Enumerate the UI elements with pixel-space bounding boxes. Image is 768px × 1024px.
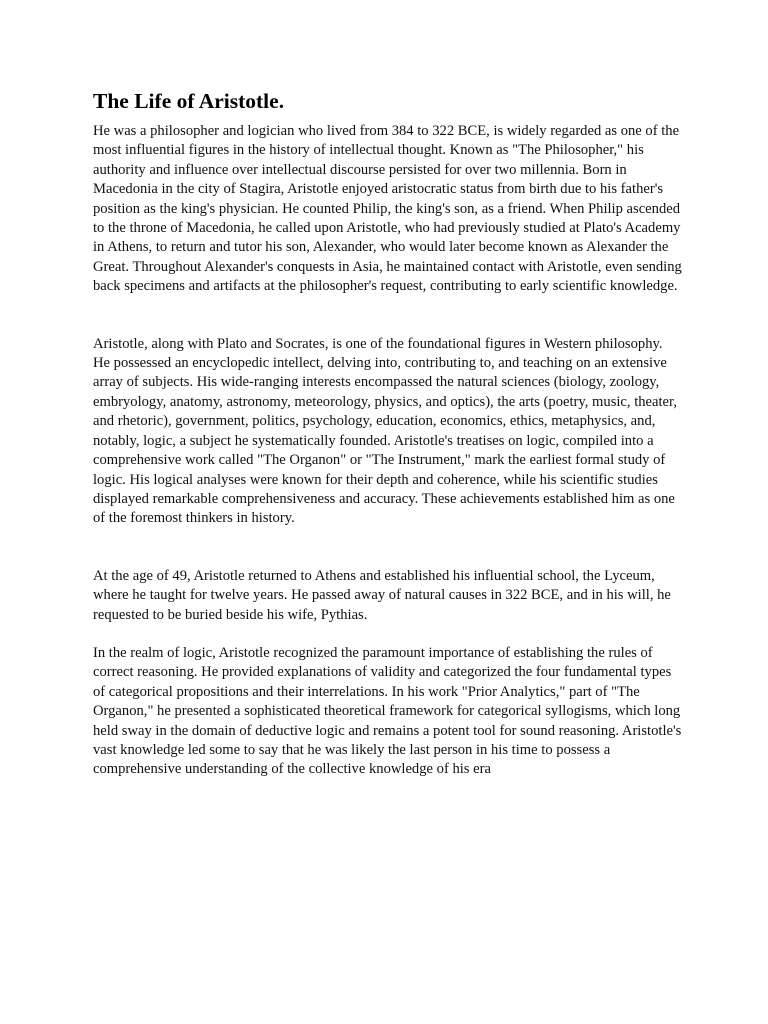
paragraph-spacer — [93, 297, 683, 335]
paragraph-philosophy: Aristotle, along with Plato and Socrates, is one of the foundational figures in Western philosophy. He possessed an encyclopedic intellect, delving into, contributing to, and teaching on an extensive array of subjects. His wide-ranging interests encompassed the natural sciences (biology, zoology, embryology, anatomy, astronomy, meteorology, physics, and optics), the arts (poetry, music, theater, and rhetoric), government, politics, psychology, education, economics, ethics, metaphysics, and, notably, logic, a subject he systematically founded. Aristotle's treatises on logic, compiled into a comprehensive work called "The Organon" or "The Instrument," mark the earliest formal study of logic. His logical analyses were known for their depth and coherence, while his scientific studies displayed remarkable comprehensiveness and accuracy. These achievements established him as one of the foremost thinkers in history. — [93, 335, 677, 527]
paragraph-lyceum: At the age of 49, Aristotle returned to Athens and established his influential school, the Lyceum, where he taught for twelve years. He passed away of natural causes in 322 BCE, and in his will, he requested to be buried beside his wife, Pythias. — [93, 567, 671, 623]
paragraph-early-life: He was a philosopher and logician who lived from 384 to 322 BCE, is widely regarded as one of the most influential figures in the history of intellectual thought. Known as "The Philosopher," his authority and influence over intellectual discourse persisted for over two millennia. Born in Macedonia in the city of Stagira, Aristotle enjoyed aristocratic status from birth due to his father's position as the king's physician. He counted Philip, the king's son, as a friend. When Philip ascended to the throne of Macedonia, he called upon Aristotle, who had previously studied at Plato's Academy in Athens, to return and tutor his son, Alexander, who would later become known as Alexander the Great. Throughout Alexander's conquests in Asia, he maintained contact with Aristotle, even sending back specimens and artifacts at the philosopher's request, contributing to early scientific knowledge. — [93, 123, 682, 295]
document-title: The Life of Aristotle. — [93, 89, 285, 113]
document-body — [93, 86, 683, 780]
paragraph-logic: In the realm of logic, Aristotle recognized the paramount importance of establishing the rules of correct reasoning. He provided explanations of validity and categorized the four fundamental types of categorical propositions and their interrelations. In his work "Prior Analytics," part of "The Organon," he presented a sophisticated theoretical framework for categorical syllogisms, which long held sway in the domain of deductive logic and remains a potent tool for sound reasoning. Aristotle's vast knowledge led some to say that he was likely the last person in his time to possess a comprehensive understanding of the collective knowledge of his era — [93, 644, 682, 778]
paragraph-spacer — [93, 625, 683, 644]
paragraph-spacer — [93, 529, 683, 567]
